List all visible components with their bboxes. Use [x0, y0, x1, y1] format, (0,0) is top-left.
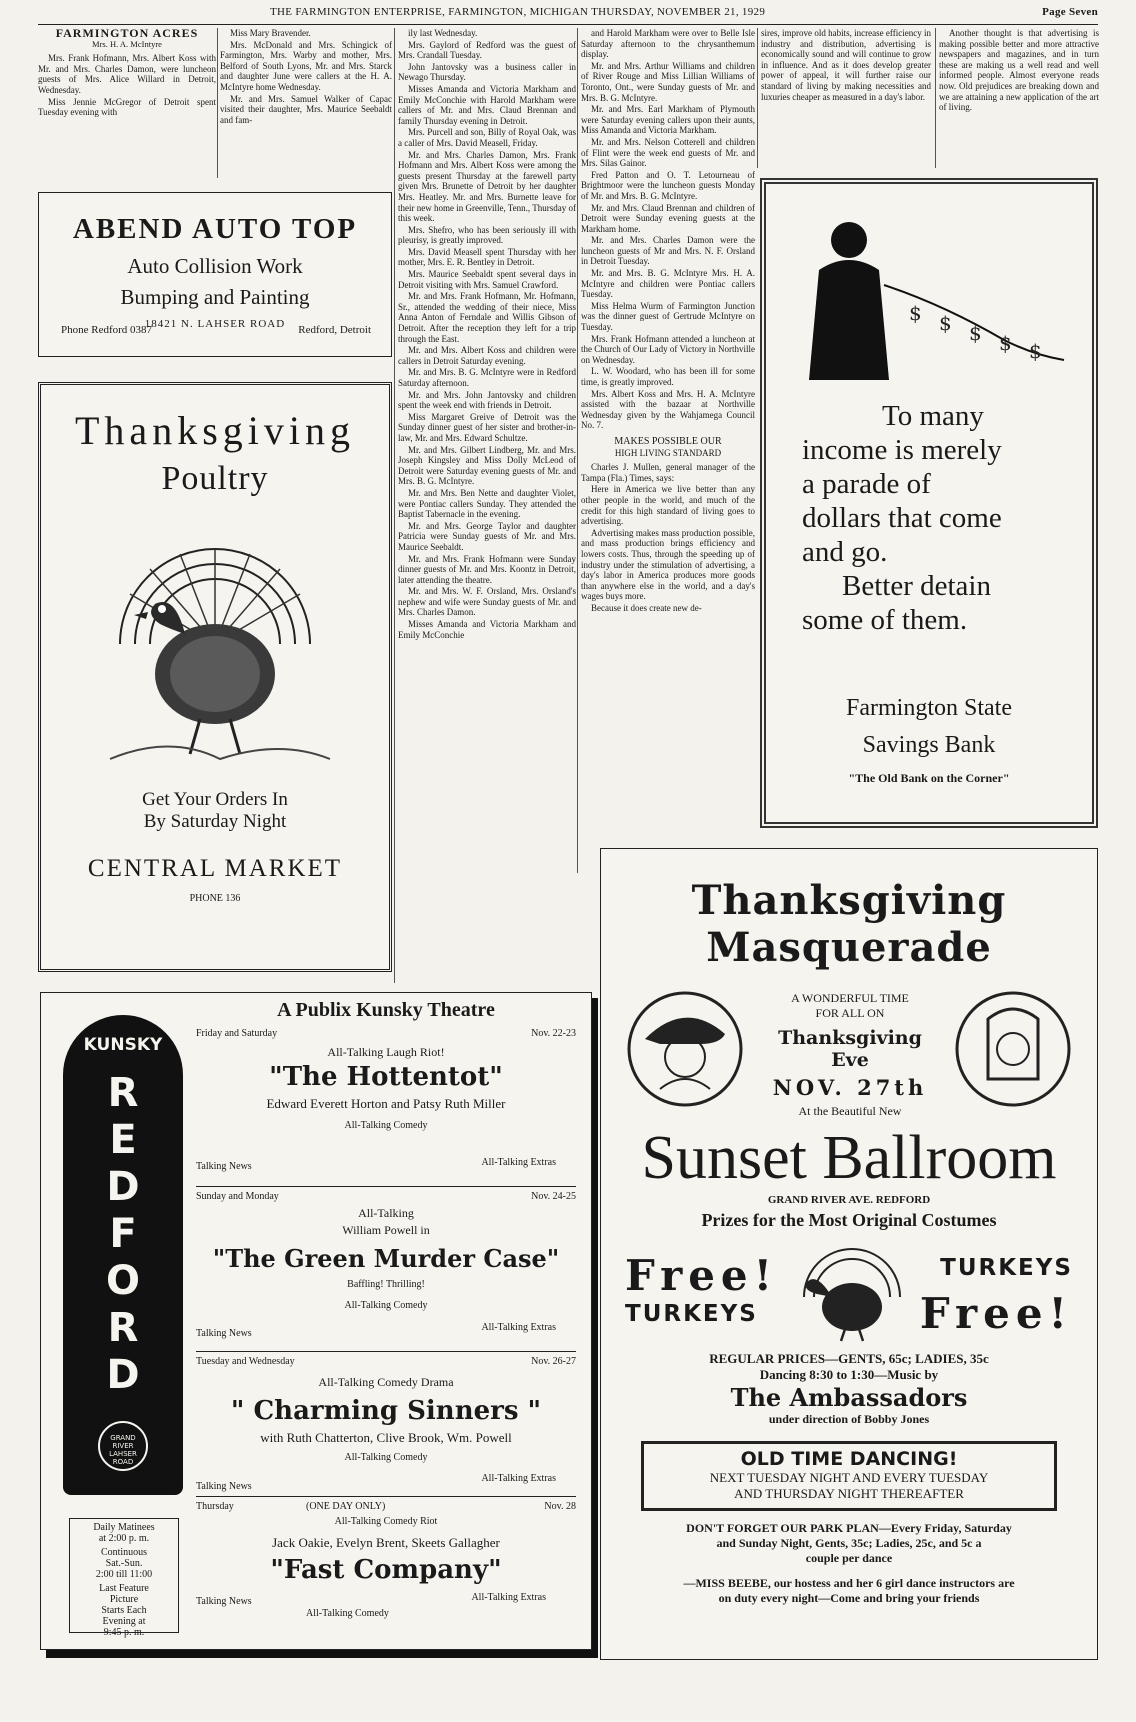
ad-store-name: CENTRAL MARKET: [87, 855, 343, 882]
dollar-sign-icon: $: [909, 301, 922, 325]
park-plan-line: DON'T FORGET OUR PARK PLAN—Every Friday, Saturday: [686, 1521, 1012, 1535]
matinee-line: Last Feature: [99, 1583, 149, 1594]
ad-title: Masquerade: [706, 924, 992, 971]
program-cast: William Powell in: [342, 1223, 430, 1237]
hostess-line: —MISS BEEBE, our hostess and her 6 girl dance instructors are: [683, 1576, 1015, 1590]
otd-line: AND THURSDAY NIGHT THEREAFTER: [734, 1486, 964, 1501]
venue-address: GRAND RIVER AVE. REDFORD: [767, 1194, 931, 1206]
free-label: Free!: [919, 1289, 1073, 1338]
ad-line: At the Beautiful New: [798, 1104, 902, 1118]
column-rule: [217, 28, 218, 178]
marquee-top: KUNSKY: [83, 1035, 163, 1055]
slogan-line: and go.: [802, 536, 888, 568]
program-extras: All-Talking Extras: [481, 1322, 556, 1333]
news-item: Mrs. David Measell spent Thursday with her mother, Mrs. E. R. Bentley in Detroit.: [398, 246, 576, 268]
ad-thanksgiving-masquerade: [600, 848, 1098, 1660]
ad-subtitle: Poultry: [161, 460, 269, 497]
park-plan-line: and Sunday Night, Gents, 35c; Ladies, 25c, and 5c a: [716, 1536, 982, 1550]
marquee-letter: O: [105, 1258, 140, 1304]
news-item: Charles J. Mullen, general manager of the Tampa (Fla.) Times, says:: [581, 462, 755, 483]
program-days: Tuesday and Wednesday: [196, 1356, 295, 1367]
free-label: Free!: [625, 1251, 779, 1300]
column-rule: [394, 28, 395, 983]
column-news-3: [398, 28, 576, 983]
ad-cta: Get Your Orders In: [142, 789, 288, 810]
matinee-line: at 2:00 p. m.: [98, 1533, 150, 1544]
otd-heading: OLD TIME DANCING!: [740, 1448, 958, 1470]
program-kind: All-Talking Laugh Riot!: [327, 1045, 445, 1059]
news-item: L. W. Woodard, who has been ill for some time, is greatly improved.: [581, 366, 755, 387]
news-item: Mr. and Mrs. Charles Damon were the luncheon guests of Mr and Mrs. N. F. Orsland in Detroit Tuesday.: [581, 235, 755, 267]
dollar-sign-icon: $: [1029, 339, 1042, 363]
masthead: THE FARMINGTON ENTERPRISE, FARMINGTON, MICHIGAN THURSDAY, NOVEMBER 21, 1929: [270, 6, 766, 18]
news-item: Here in America we live better than any other people in the world, and much of the credit for this high standard of living goes to advertising.: [581, 484, 755, 527]
program-extras: All-Talking Extras: [481, 1473, 556, 1484]
news-item: Mr. and Mrs. Arthur Williams and children of River Rouge and Miss Lillian Williams of Toronto, Ont., were Sunday guests of Mr. and Mrs. B. G. McIntyre.: [581, 60, 755, 103]
page-number: Page Seven: [1042, 6, 1098, 18]
news-item: John Jantovsky was a business caller in Newago Thursday.: [398, 61, 576, 83]
program-film: " Charming Sinners ": [230, 1396, 542, 1426]
program-date: Nov. 28: [544, 1501, 576, 1512]
matinee-line: Picture: [109, 1594, 139, 1605]
program-date: Nov. 26-27: [531, 1356, 576, 1367]
ad-kunsky-theatre: [40, 992, 592, 1650]
page-header: [0, 6, 1136, 24]
old-time-dancing-box: [641, 1441, 1057, 1511]
program-film: "The Hottentot": [269, 1062, 503, 1092]
news-item: Misses Amanda and Victoria Markham and Emily McConchie with Harold Markham were callers of Mr. and Mrs. Claud Brennan and family Thursday evening in Detroit.: [398, 83, 576, 126]
news-item: Mr. and Mrs. Gilbert Lindberg, Mr. and Mrs. Joseph Kingsley and Miss Dolly McLeod of Detroit were Saturday evening guests of Mr. and Mrs. B. G. McIntyre.: [398, 444, 576, 487]
ad-line: A WONDERFUL TIME: [791, 991, 909, 1005]
news-item: Mrs. Albert Koss and Mrs. H. A. McIntyre assisted with the bazaar at Northville Wednesday given by the Wahjamega Council No. 7.: [581, 388, 755, 431]
program-news: Talking News: [196, 1328, 252, 1339]
costume-portrait-left-icon: [625, 989, 745, 1109]
matinee-line: 2:00 till 11:00: [95, 1569, 153, 1580]
news-item: Mr. and Mrs. Nelson Cotterell and children of Flint were the week end guests of Mr. and Mrs. Silas Gainor.: [581, 136, 755, 169]
turkey-illustration-icon: [90, 504, 340, 774]
bank-tagline: "The Old Bank on the Corner": [848, 771, 1010, 785]
turkey-icon: [797, 1237, 907, 1342]
program-special: (ONE DAY ONLY): [306, 1501, 386, 1512]
program-days: Thursday: [196, 1501, 234, 1512]
program-cast: with Ruth Chatterton, Clive Brook, Wm. Powell: [260, 1430, 512, 1445]
matinee-line: Daily Matinees: [93, 1522, 155, 1533]
ad-line: Bumping and Painting: [120, 285, 310, 309]
program-days: Sunday and Monday: [196, 1191, 279, 1202]
slogan-line: income is merely: [802, 434, 1002, 466]
marquee-letter: D: [106, 1352, 140, 1398]
program-news: Talking News: [196, 1161, 252, 1172]
program-divider: [196, 1186, 576, 1187]
column-news-5: [761, 28, 931, 168]
news-item: Mr. and Mrs. Samuel Walker of Capac visited their daughter, Mrs. Maurice Seebaldt and fam-: [220, 93, 392, 125]
program-date: Nov. 22-23: [531, 1028, 576, 1039]
news-item: Mr. and Mrs. B. G. McIntyre Mrs. H. A. McIntyre and children were Pontiac callers Tuesday.: [581, 268, 755, 300]
dancing-line: Dancing 8:30 to 1:30—Music by: [759, 1367, 939, 1382]
dollar-sign-icon: $: [839, 329, 863, 369]
program-news: Talking News: [196, 1481, 252, 1492]
ad-line: Auto Collision Work: [127, 254, 303, 278]
news-item: Miss Helma Wurm of Farmington Junction was the dinner guest of Gertrude McIntyre on Tuesday.: [581, 300, 755, 333]
turkeys-label: TURKEYS: [625, 1301, 758, 1327]
news-item: Mr. and Mrs. Ben Nette and daughter Violet, were Pontiac callers Sunday. They attended the Baptist Tabernacle in the evening.: [398, 487, 576, 520]
column-news-2: [220, 28, 392, 178]
news-item: Miss Jennie McGregor of Detroit spent Tuesday evening with: [38, 96, 216, 118]
ad-line: Thanksgiving: [778, 1027, 922, 1049]
column-news-4: [581, 28, 755, 873]
program-extras: All-Talking Extras: [471, 1592, 546, 1603]
ad-abend-auto-top: [38, 192, 392, 357]
bank-name: Savings Bank: [862, 732, 996, 758]
news-item: Mr. and Mrs. Earl Markham of Plymouth were Saturday evening callers upon their aunts, Miss Amanda and Victoria Markham.: [581, 104, 755, 136]
news-item: Mrs. Frank Hofmann attended a luncheon at the Church of Our Lady of Victory in Northville on Wednesday.: [581, 333, 755, 365]
program-date: Nov. 24-25: [531, 1191, 576, 1202]
venue-name: Sunset Ballroom: [641, 1124, 1057, 1192]
marquee-letter: R: [107, 1305, 139, 1351]
news-item: Mrs. Purcell and son, Billy of Royal Oak, was a caller of Mrs. David Measell, Friday.: [398, 127, 576, 148]
program-divider: [196, 1351, 576, 1352]
byline: Mrs. H. A. McIntyre: [92, 38, 162, 49]
otd-line: NEXT TUESDAY NIGHT AND EVERY TUESDAY: [709, 1470, 989, 1485]
slogan-line: To many: [882, 400, 984, 432]
dollar-sign-icon: $: [939, 311, 952, 335]
costume-portrait-right-icon: [953, 989, 1073, 1109]
program-cast: Jack Oakie, Evelyn Brent, Skeets Gallagher: [272, 1535, 500, 1550]
marquee-badge: GRAND RIVER LAHSER ROAD: [98, 1421, 148, 1471]
ad-line: FOR ALL ON: [815, 1006, 885, 1020]
column-rule: [757, 28, 758, 168]
article-text: Another thought is that advertising is making possible better and more attractive newspapers and magazines, and in turn these are making us a well read and well informed people. Almost everyone reads now. Old prejudices are breaking down and we are attaining a new application of the art of living.: [939, 28, 1099, 113]
news-item: Mr. and Mrs. George Taylor and daughter Patricia were Sunday guests of Mr. and Mrs. Maurice Seebaldt.: [398, 520, 576, 552]
program-film: "The Green Murder Case": [212, 1244, 560, 1273]
ad-title: Thanksgiving: [691, 877, 1007, 924]
program-block: [196, 1356, 576, 1496]
column-rule: [577, 28, 578, 873]
news-item: Miss Margaret Greive of Detroit was the Sunday dinner guest of her sister and brother-in-law, Mr. and Mrs. Edward Schultze.: [398, 411, 576, 443]
band-name: The Ambassadors: [730, 1383, 968, 1412]
matinee-info-box: [69, 1518, 179, 1638]
news-item: ily last Wednesday.: [408, 28, 478, 38]
slogan-line: Better detain: [842, 570, 991, 602]
ad-phone: Phone Redford 0387: [61, 324, 153, 336]
redford-marquee-sign: [63, 1015, 183, 1495]
matinee-line: Continuous: [100, 1547, 148, 1558]
prizes-line: Prizes for the Most Original Costumes: [701, 1210, 997, 1230]
marquee-letter: R: [107, 1070, 139, 1116]
matinee-line: 9:45 p. m.: [103, 1627, 145, 1638]
news-item: Because it does create new de-: [591, 602, 702, 613]
ad-title: ABEND AUTO TOP: [72, 213, 358, 245]
article-subheading: HIGH LIVING STANDARD: [614, 447, 722, 458]
program-divider: [196, 1496, 576, 1497]
news-item: Advertising makes mass production possible, and mass production brings efficiency and lowers costs. Thus, through the speeding up of industry under the stimulation of advertising, a day's labor in America produces more goods than anywhere else in the world, and a day's wages buys more.: [581, 527, 755, 602]
program-extra: All-Talking Comedy: [344, 1452, 428, 1463]
program-tagline: Baffling! Thrilling!: [347, 1279, 425, 1290]
program-kind: All-Talking Comedy Riot: [334, 1516, 438, 1527]
news-item: Mrs. McDonald and Mrs. Schingick of Farmington, Mrs. Warby and mother, Mrs. Belford of South Lyons, Mr. and Mrs. Starck and daughter June were callers at the H. A. McIntyre home Wednesday.: [220, 39, 392, 92]
program-cast: Edward Everett Horton and Patsy Ruth Miller: [266, 1096, 506, 1111]
dollar-sign-icon: $: [969, 321, 982, 345]
matinee-line: Evening at: [102, 1616, 146, 1627]
program-days: Friday and Saturday: [196, 1028, 278, 1039]
bank-name: Farmington State: [846, 695, 1012, 721]
slogan-line: dollars that come: [802, 502, 1002, 534]
article-heading: MAKES POSSIBLE OUR: [614, 435, 722, 447]
slogan-line: some of them.: [802, 604, 968, 636]
ad-title: Thanksgiving: [75, 408, 355, 453]
program-extra: All-Talking Comedy: [344, 1300, 428, 1311]
news-item: Mr. and Mrs. Frank Hofmann, Mr. Hofmann, Sr., attended the wedding of their niece, Miss Anna Anton of Ferndale and Willis Gibson of Detroit. After the reception they left for a trip through the East.: [398, 291, 576, 344]
news-item: Mrs. Maurice Seebaldt spent several days in Detroit visiting with Mrs. Samuel Crawford.: [398, 269, 576, 290]
park-plan-line: couple per dance: [805, 1551, 893, 1565]
column-rule: [935, 28, 936, 168]
prices-line: REGULAR PRICES—GENTS, 65c; LADIES, 35c: [709, 1351, 989, 1366]
theatre-title: A Publix Kunsky Theatre: [277, 999, 495, 1021]
program-film: "Fast Company": [270, 1555, 502, 1585]
news-item: Fred Patton and O. T. Letourneau of Brightmoor were the luncheon guests Monday of Mr. and Mrs. B. G. McIntyre.: [581, 169, 755, 201]
band-director: under direction of Bobby Jones: [768, 1412, 930, 1426]
program-block: [196, 1191, 576, 1351]
ad-thanksgiving-poultry: [38, 382, 392, 972]
column-farmington-acres: [38, 28, 216, 178]
news-item: Mr. and Mrs. B. G. McIntyre were in Redford Saturday afternoon.: [398, 367, 576, 388]
matinee-line: Starts Each: [101, 1605, 147, 1616]
marquee-letter: F: [109, 1211, 137, 1257]
ad-city: Redford, Detroit: [298, 324, 371, 336]
news-item: Mr. and Mrs. W. F. Orsland, Mrs. Orsland's nephew and wife were Sunday guests of Mr. and Mrs. Charles Damon.: [398, 586, 576, 618]
marquee-letter: E: [109, 1117, 137, 1163]
program-kind: All-Talking Comedy Drama: [318, 1375, 454, 1389]
slogan-line: a parade of: [802, 468, 931, 500]
ad-line: Eve: [831, 1049, 869, 1071]
news-item: Mr. and Mrs. Frank Hofmann were Sunday dinner guests of Mr. and Mrs. Koontz in Detroit, later attending the theatre.: [398, 553, 576, 585]
news-item: Mr. and Mrs. Charles Damon, Mrs. Frank Hofmann and Mrs. Albert Koss were among the guests present Thursday at the farewell party given Mrs. Brunette of Detroit by her daughter Mrs. Heatley. Mr. and Mrs. Burnette leave for their new home in Greenville, Tenn., Thursday of this week.: [398, 149, 576, 224]
event-date: NOV. 27th: [772, 1075, 928, 1100]
ad-cta: By Saturday Night: [143, 811, 287, 832]
news-item: and Harold Markham were over to Belle Isle Saturday afternoon to the chrysanthemum display.: [581, 28, 755, 60]
news-item: Mr. and Mrs. John Jantovsky and children spent the week end with friends in Detroit.: [398, 389, 576, 411]
matinee-line: Sat.-Sun.: [105, 1558, 143, 1569]
header-rule: [38, 24, 1098, 25]
news-item: Mrs. Shefro, who has been seriously ill with pleurisy, is greatly improved.: [398, 224, 576, 246]
program-news: Talking News: [196, 1596, 252, 1607]
news-item: Mr. and Mrs. Albert Koss and children were callers in Detroit Saturday evening.: [398, 345, 576, 366]
marquee-letter: D: [106, 1164, 140, 1210]
hostess-line: on duty every night—Come and bring your friends: [718, 1591, 980, 1605]
turkeys-label: TURKEYS: [940, 1255, 1073, 1281]
news-item: Mrs. Frank Hofmann, Mrs. Albert Koss with Mr. and Mrs. Charles Damon, were luncheon guests of Mrs. Alice Willard in Detroit, Wednesday.: [38, 53, 216, 95]
dollar-parade-illustration-icon: [779, 200, 1079, 400]
theatre-program: [196, 999, 576, 1644]
section-heading: FARMINGTON ACRES: [55, 28, 199, 40]
program-extra: All-Talking Comedy: [344, 1120, 428, 1131]
column-news-6: [939, 28, 1099, 168]
news-item: Miss Mary Bravender.: [230, 28, 311, 38]
program-extras: All-Talking Extras: [481, 1157, 556, 1168]
news-item: Misses Amanda and Victoria Markham and Emily McConchie: [398, 619, 576, 640]
ad-phone: PHONE 136: [189, 893, 241, 904]
program-extra: All-Talking Comedy: [306, 1608, 389, 1619]
ad-address: 18421 N. LAHSER ROAD: [144, 318, 286, 330]
news-item: Mr. and Mrs. Claud Brennan and children of Detroit were Sunday evening guests at the Markham home.: [581, 202, 755, 234]
program-kind: All-Talking: [358, 1206, 414, 1220]
news-item: Mrs. Gaylord of Redford was the guest of Mrs. Crandall Tuesday.: [398, 39, 576, 61]
article-text: sires, improve old habits, increase efficiency in industry and distribution, advertising is economically sound and will continue to grow in influence. And as it does develop greater power of appeal, it will further raise our standard of living by making necessities and luxuries cheaper as measured in a day's labor.: [761, 28, 931, 102]
ad-farmington-state-savings-bank: [760, 178, 1098, 828]
program-block: [196, 1028, 576, 1186]
program-block: [196, 1501, 576, 1641]
dollar-sign-icon: $: [999, 331, 1012, 355]
